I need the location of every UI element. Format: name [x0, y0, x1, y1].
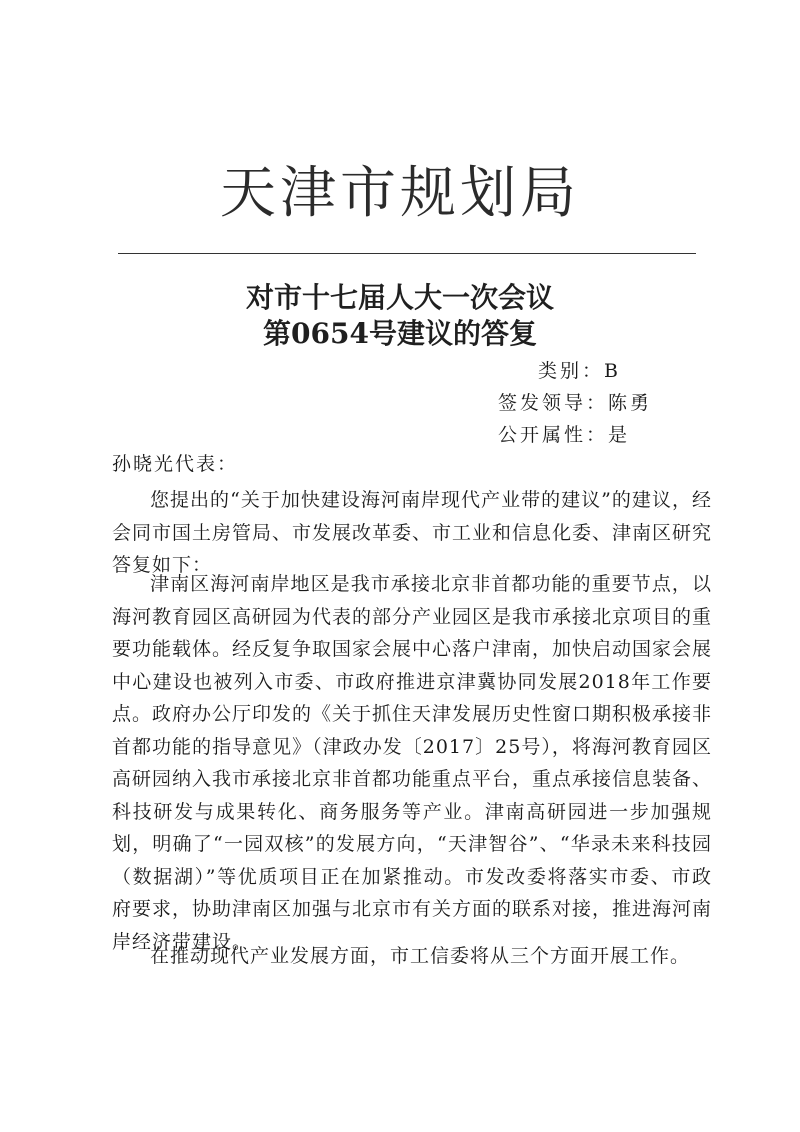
document-title-line-1: 对市十七届人大一次会议: [245, 281, 554, 314]
body-paragraph: 您提出的“关于加快建设海河南岸现代产业带的建议”的建议，经会同市国土房管局、市发展改革委、市工业和信息化委、津南区研究答复如下：: [112, 489, 713, 576]
body-paragraph: 在推动现代产业发展方面，市工信委将从三个方面开展工作。: [150, 945, 691, 967]
letterhead-divider: [118, 253, 696, 254]
body-paragraph: 津南区海河南岸地区是我市承接北京非首都功能的重要节点，以海河教育园区高研园为代表的部分产业园区是我市承接北京项目的重要功能载体。经反复争取国家会展中心落户津南，加快启动国家会展中心建设也被列入市委、市政府推进京津冀协同发展2018年工作要点。政府办公厅印发的《关于抓住天津发展历史性窗口期积极承接非首都功能的指导意见》（津政办发〔2017〕25号），将海河教育园区高研园纳入我市承接北京非首都功能重点平台，重点承接信息装备、科技研发与成果转化、商务服务等产业。津南高研园进一步加强规划，明确了“一园双核”的发展方向，“天津智谷”、“华录未来科技园（数据湖）”等优质项目正在加紧推动。市发改委将落实市委、市政府要求，协助津南区加强与北京市有关方面的联系对接，推进海河南岸经济带建设。: [112, 573, 713, 953]
agency-letterhead: 天津市规划局: [220, 161, 580, 226]
meta-category: 类别：B: [538, 360, 621, 382]
meta-public: 公开属性：是: [498, 424, 631, 446]
meta-signer: 签发领导：陈勇: [498, 392, 653, 414]
salutation: 孙晓光代表：: [112, 453, 239, 475]
document-title-line-2: 第0654号建议的答复: [263, 317, 537, 350]
